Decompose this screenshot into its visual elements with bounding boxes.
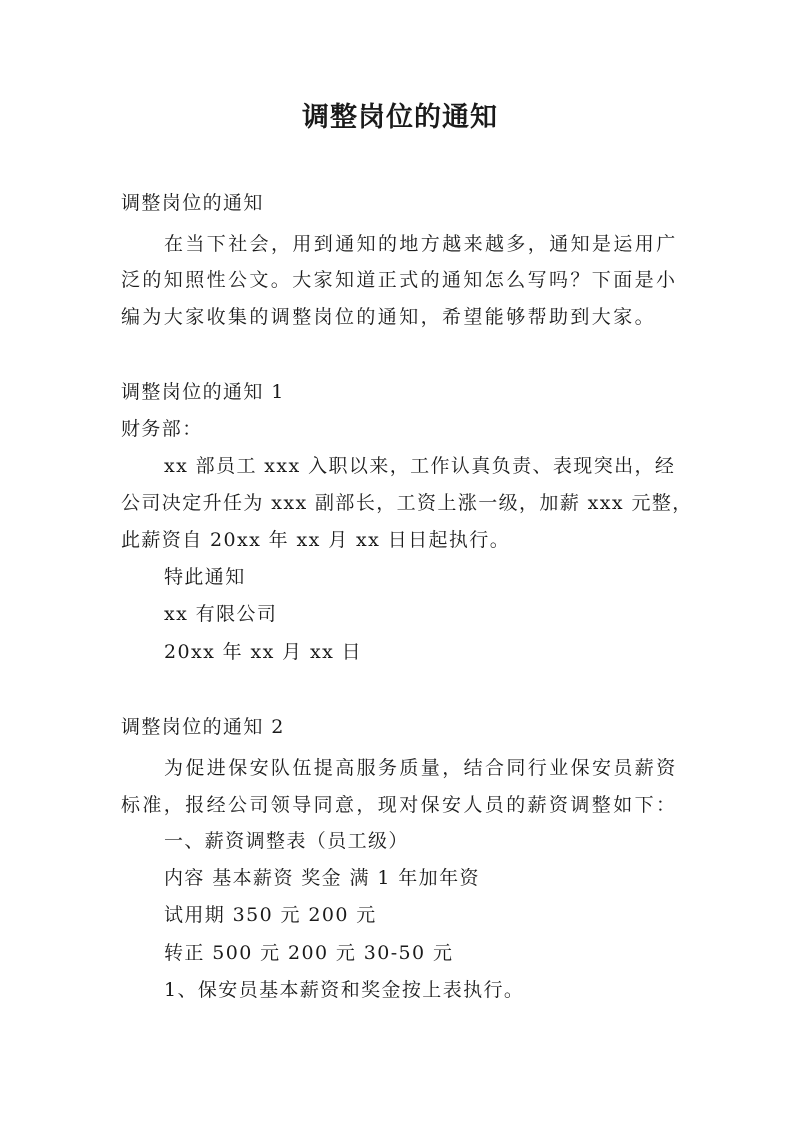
section-1-heading: 调整岗位的通知 1 — [121, 381, 285, 403]
intro-paragraph-line-2: 泛的知照性公文。大家知道正式的通知怎么写吗？下面是小 — [121, 269, 678, 291]
salary-table-heading: 一、薪资调整表（员工级） — [164, 830, 409, 852]
salary-table-header-row: 内容 基本薪资 奖金 满 1 年加年资 — [164, 867, 480, 889]
section-2-rule-1: 1、保安员基本薪资和奖金按上表执行。 — [164, 979, 525, 1001]
section-1-body-line-3: 此薪资自 20xx 年 xx 月 xx 日日起执行。 — [121, 529, 511, 551]
section-1-closing: 特此通知 — [164, 566, 246, 588]
section-1-company: xx 有限公司 — [164, 603, 278, 625]
section-2-body-line-1: 为促进保安队伍提高服务质量，结合同行业保安员薪资 — [164, 757, 678, 779]
salary-table-row-probation: 试用期 350 元 200 元 — [164, 904, 377, 926]
intro-heading: 调整岗位的通知 — [121, 192, 264, 214]
section-2-body-line-2: 标准，报经公司领导同意，现对保安人员的薪资调整如下： — [121, 794, 678, 816]
intro-paragraph-line-1: 在当下社会，用到通知的地方越来越多，通知是运用广 — [164, 233, 678, 255]
section-1-recipient: 财务部： — [121, 418, 203, 440]
section-1-body-line-1: xx 部员工 xxx 入职以来，工作认真负责、表现突出，经 — [164, 455, 676, 477]
section-1-body-line-2: 公司决定升任为 xxx 副部长，工资上涨一级，加薪 xxx 元整， — [121, 492, 693, 514]
intro-paragraph-line-3: 编为大家收集的调整岗位的通知，希望能够帮助到大家。 — [121, 306, 657, 328]
section-2-heading: 调整岗位的通知 2 — [121, 716, 285, 738]
salary-table-row-regular: 转正 500 元 200 元 30-50 元 — [164, 942, 454, 964]
section-1-date: 20xx 年 xx 月 xx 日 — [164, 641, 363, 663]
document-title: 调整岗位的通知 — [302, 102, 498, 133]
